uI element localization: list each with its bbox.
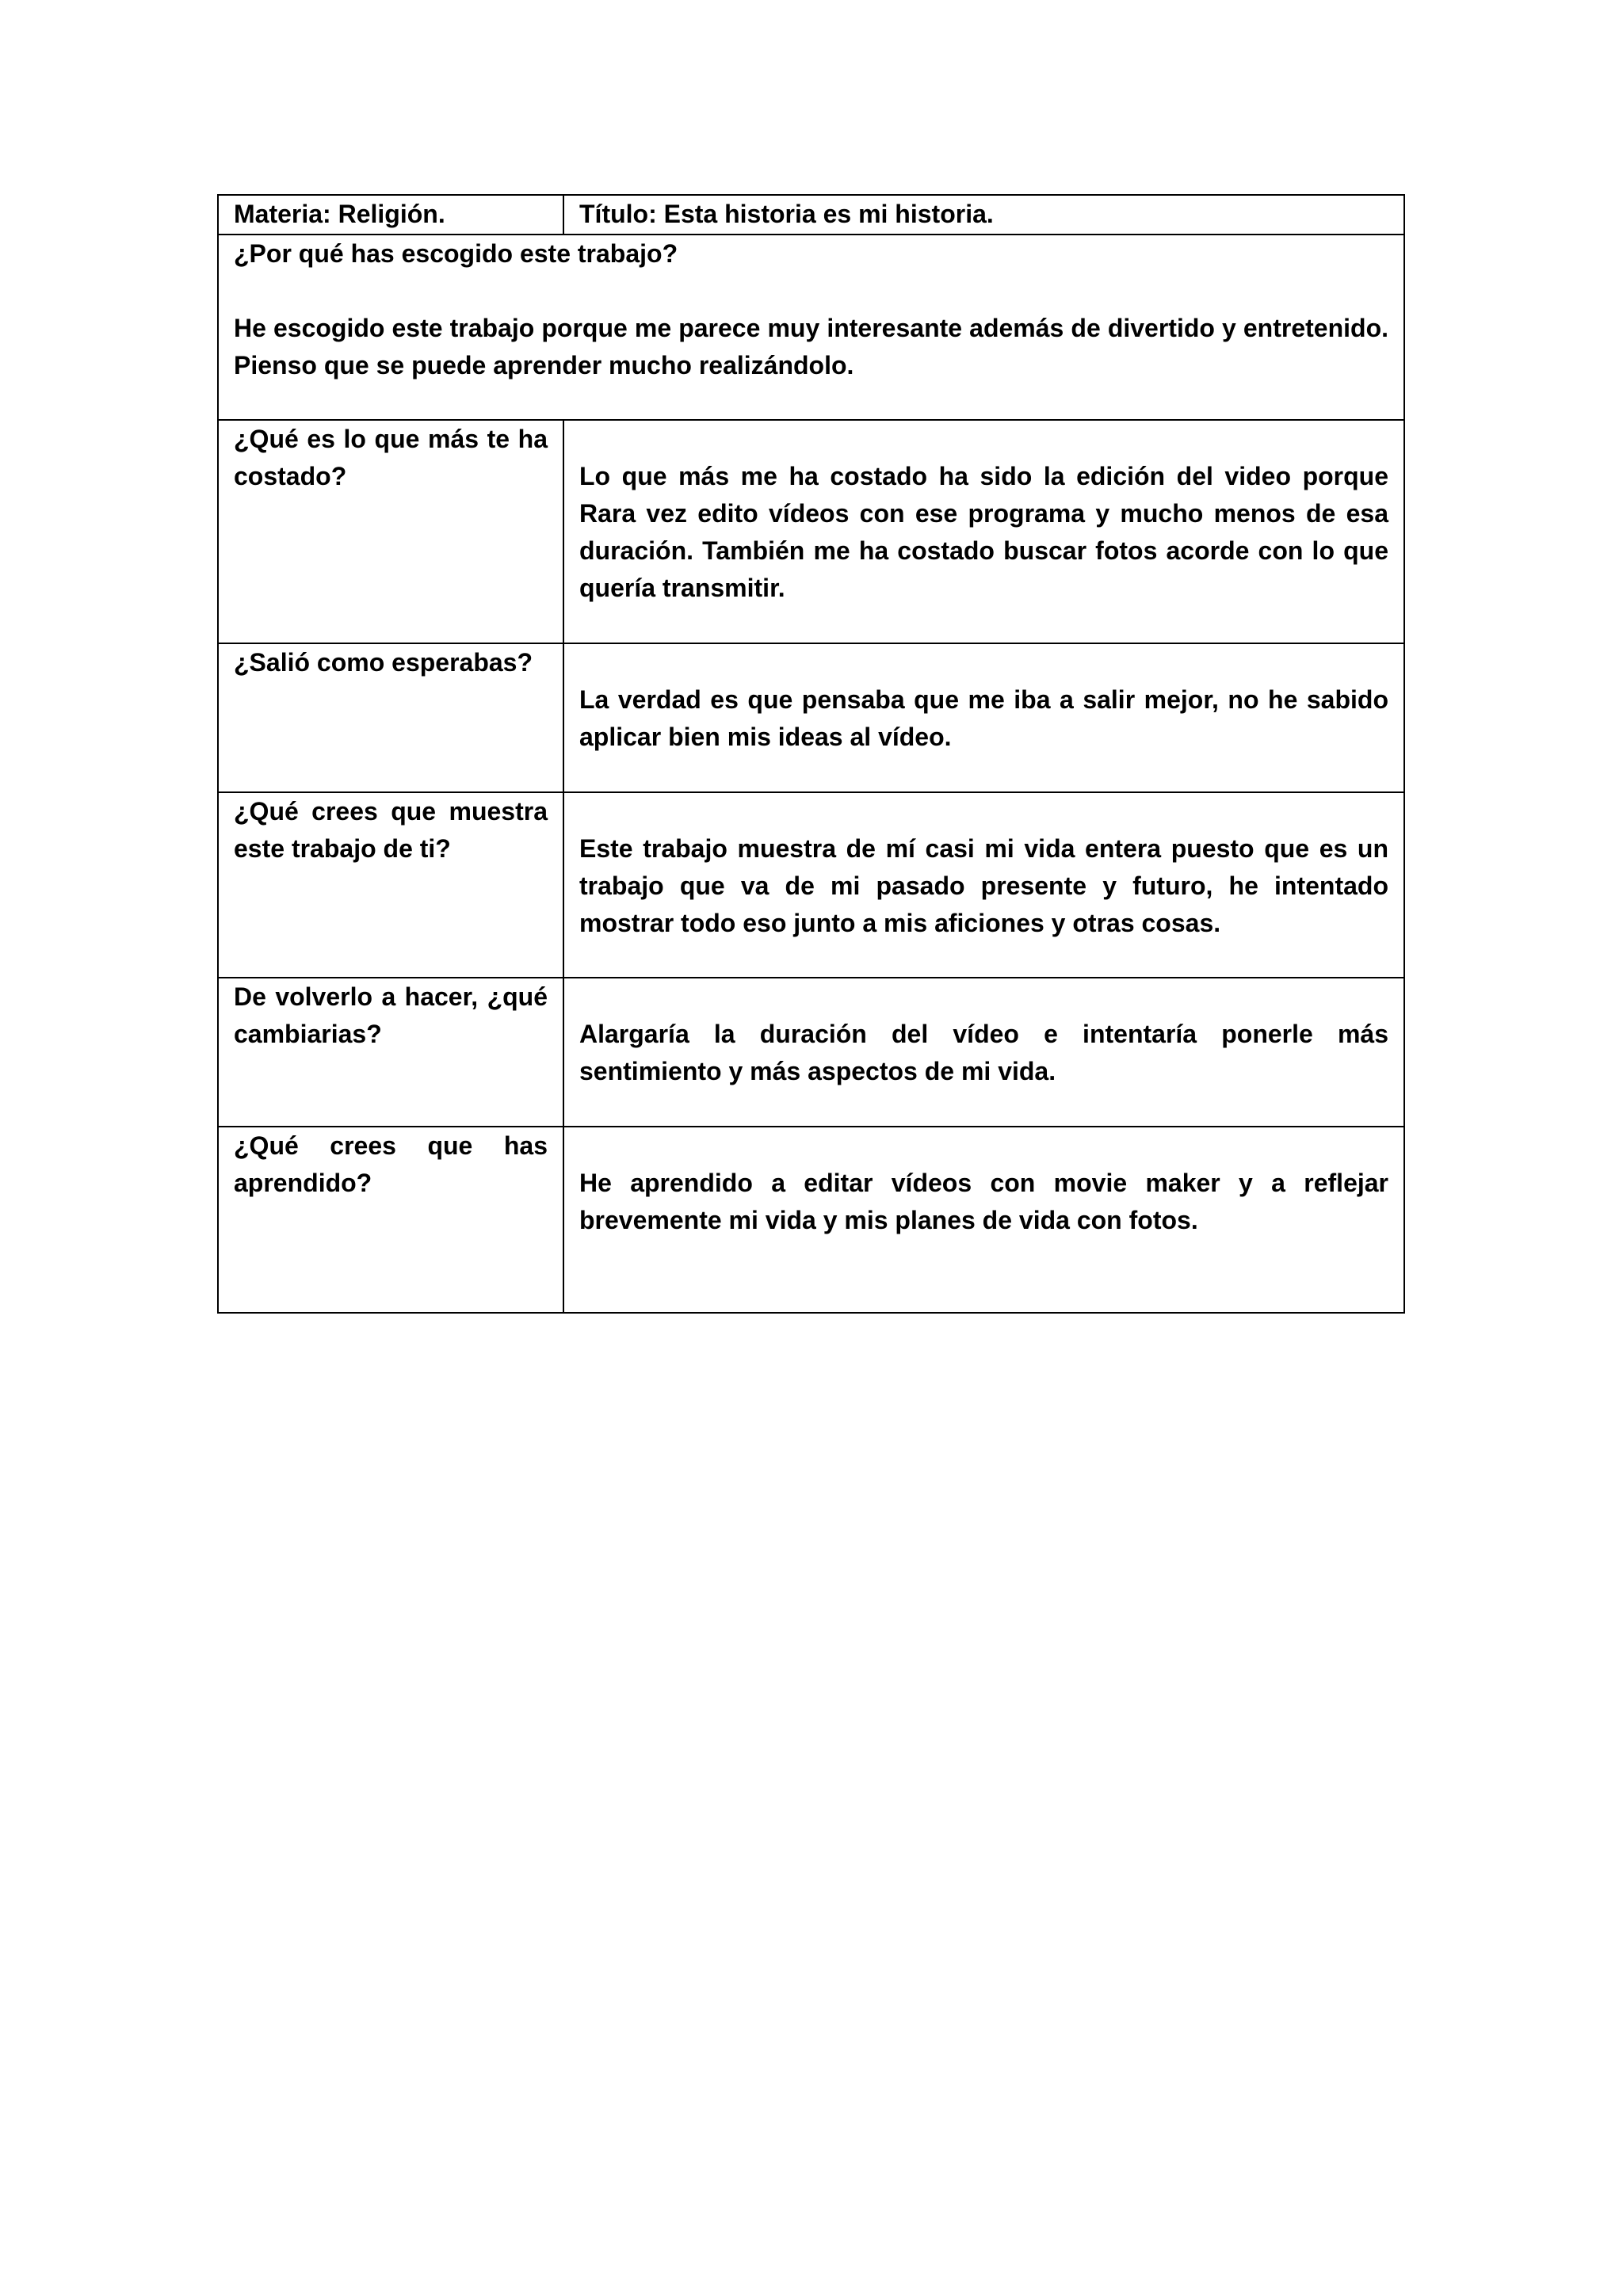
table-row (218, 1127, 1404, 1313)
answer-text: Este trabajo muestra de mí casi mi vida entera puesto que es un trabajo que va de mi pasado presente y futuro, he intentado mostrar todo eso junto a mis aficiones y otras cosas. (579, 834, 1388, 937)
answer-text: Alargaría la duración del vídeo e intentaría ponerle más sentimiento y más aspectos de mi vida. (579, 1020, 1388, 1085)
table-row (218, 978, 1404, 1127)
question-cell: ¿Salió como esperabas? (218, 643, 563, 792)
answer-cell (563, 978, 1404, 1127)
why-row (218, 235, 1404, 420)
why-question: ¿Por qué has escogido este trabajo? (234, 239, 678, 268)
question-cell: ¿Qué crees que muestra este trabajo de ti? (218, 792, 563, 978)
reflection-table (217, 194, 1405, 1314)
spacer (234, 273, 1388, 310)
question-cell: ¿Qué es lo que más te ha costado? (218, 420, 563, 643)
table-row (218, 792, 1404, 978)
answer-cell (563, 420, 1404, 643)
question-cell: De volverlo a hacer, ¿qué cambiarias? (218, 978, 563, 1127)
answer-text: Lo que más me ha costado ha sido la edición del video porque Rara vez edito vídeos con ese programa y mucho menos de esa duración. También me ha costado buscar fotos acorde con lo que quería transmitir. (579, 462, 1388, 602)
question-cell: ¿Qué crees que has aprendido? (218, 1127, 563, 1313)
title-cell: Título: Esta historia es mi historia. (563, 195, 1404, 235)
header-row (218, 195, 1404, 235)
answer-cell (563, 643, 1404, 792)
table-row (218, 643, 1404, 792)
answer-text: La verdad es que pensaba que me iba a salir mejor, no he sabido aplicar bien mis ideas al vídeo. (579, 685, 1388, 751)
subject-cell: Materia: Religión. (218, 195, 563, 235)
answer-cell (563, 792, 1404, 978)
table-row (218, 420, 1404, 643)
why-answer: He escogido este trabajo porque me parece muy interesante además de divertido y entretenido. Pienso que se puede aprender mucho realizándolo. (234, 314, 1388, 379)
why-cell (218, 235, 1404, 420)
answer-text: He aprendido a editar vídeos con movie maker y a reflejar brevemente mi vida y mis planes de vida con fotos. (579, 1169, 1388, 1234)
answer-cell (563, 1127, 1404, 1313)
